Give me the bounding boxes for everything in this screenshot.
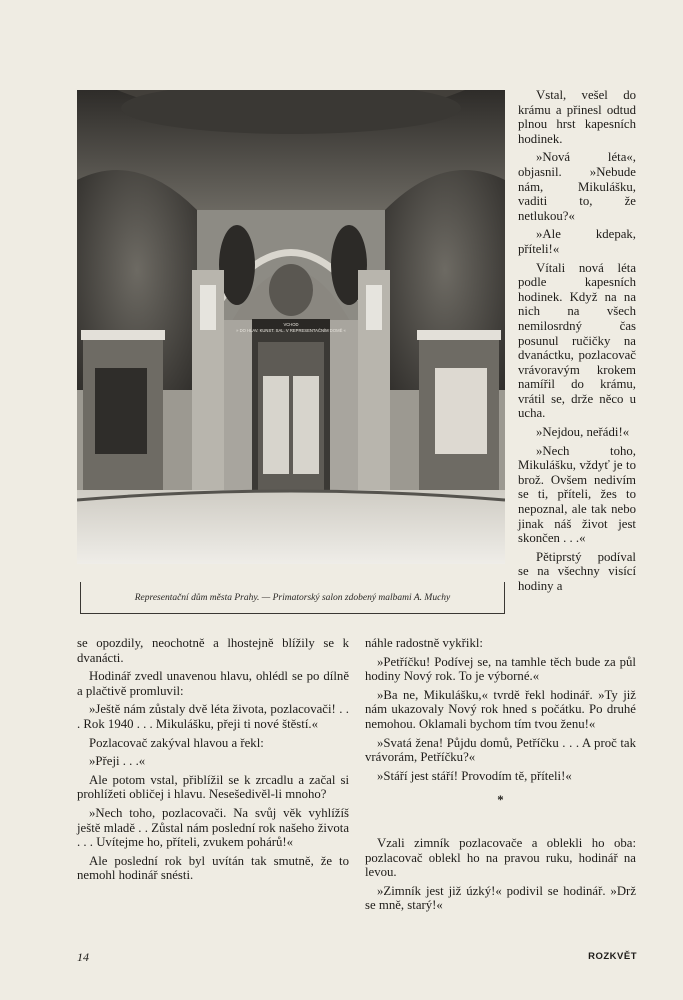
paragraph: se opozdily, neochotně a lhostejně blížily se k dvanácti.: [77, 636, 349, 665]
paragraph: »Svatá žena! Půjdu domů, Petříčku . . . A proč tak vrávorám, Petříčku?«: [365, 735, 636, 765]
paragraph: »Ještě nám zůstaly dvě léta života, pozlacovači! . . . Rok 1940 . . . Mikulášku, přeji ti nové štěstí.«: [77, 702, 349, 731]
paragraph: »Přeji . . .«: [89, 754, 146, 769]
paragraph: Vítali nová léta podle kapesních hodinek. Když na na nich na všech nemilosrdný čas posunul ručičky na dvanáctku, pozlacovač vrávoravým krokem namířil do krámu, vrátil se, drže něco u ucha.: [518, 260, 636, 421]
paragraph: »Nech toho, Mikulášku, vždyť je to brož. Ovšem nedivím se ti, příteli, žes to nepoznal, ale tak nebo jinak náš život jest skončen . . .«: [518, 443, 636, 546]
paragraph: »Nová léta«, objasnil. »Nebude nám, Mikulášku, vaditi to, že netlukou?«: [518, 150, 636, 223]
paragraph: »Ba ne, Mikulášku,« tvrdě řekl hodinář. »Ty již nám ukazovaly Nový rok hned s počátku. Po druhé nemohou. Oklamali bychom tím tvou ženu!«: [365, 687, 636, 731]
paragraph: náhle radostně vykřikl:: [365, 636, 483, 650]
left-text-column: [77, 636, 349, 887]
paragraph: »Petříčku! Podívej se, na tamhle těch bude za půl hodiny Nový rok. To je výborné.«: [365, 654, 636, 684]
paragraph: »Nejdou, neřádi!«: [536, 425, 630, 440]
door-sign-text: » DO HLAV. KUNST. SAL. V REPRESENTAČNÍM DOMĚ «: [236, 328, 346, 333]
door-sign-text: VCHOD: [283, 322, 299, 327]
paragraph: Ale poslední rok byl uvítán tak smutně, že to nemohl hodinář snésti.: [77, 853, 349, 883]
paragraph: »Ale kdepak, příteli!«: [518, 227, 636, 256]
salon-photograph: [77, 90, 505, 564]
paragraph: Hodinář zvedl unavenou hlavu, ohlédl se po dílně a plačtivě promluvil:: [77, 669, 349, 698]
photo-caption: Representační dům města Prahy. — Primatorský salon zdobený malbami A. Muchy: [80, 582, 505, 614]
section-separator: *: [497, 793, 504, 808]
paragraph: Pětiprstý podíval se na všechny visící hodiny a: [518, 549, 636, 593]
paragraph: Ale potom vstal, přiblížil se k zrcadlu a začal si prohlížeti obličej i hlavu. Nesešedivěl-li mnoho?: [77, 772, 349, 802]
paragraph: »Stáří jest stáří! Provodím tě, příteli!«: [377, 768, 572, 783]
right-text-column: [518, 88, 636, 598]
page-number: 14: [77, 950, 89, 964]
middle-text-column: [365, 636, 636, 917]
paragraph: »Nech toho, pozlacovači. Na svůj věk vyhlížíš ještě mladě . . Zůstal nám poslední rok našeho života . . . Uvítejme ho, příteli, zvukem pohárů!«: [77, 805, 349, 850]
paragraph: Vstal, vešel do krámu a přinesl odtud plnou hrst kapesních hodinek.: [518, 88, 636, 146]
paragraph: Vzali zimník pozlacovače a oblekli ho oba: pozlacovač oblekl ho na pravou ruku, hodinář na levou.: [365, 835, 636, 880]
salon-photo-illustration: [77, 90, 505, 564]
paragraph: »Zimník jest již úzký!« podivil se hodinář. »Drž se mně, starý!«: [365, 883, 636, 913]
paragraph: Pozlacovač zakýval hlavou a řekl:: [89, 735, 264, 750]
running-title: ROZKVĚT: [588, 951, 637, 962]
